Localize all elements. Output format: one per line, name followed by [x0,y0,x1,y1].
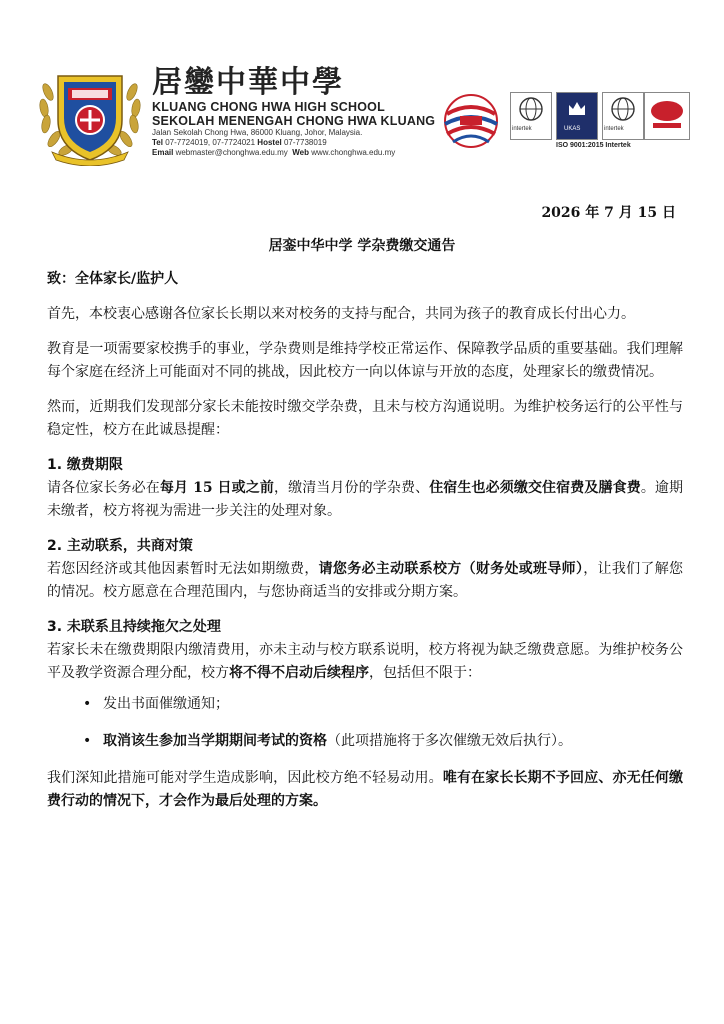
iso-certification: ISO 9001:2015 Intertek [556,142,631,149]
s2-contact-note: 请您务必主动联系校方（财务处或班导师） [318,561,584,577]
s1-text-e: 。逾期未缴者，校方将视为需进一步关注的处理对象。 [47,480,684,519]
notice-date: 2026 年 7 月 15 日 [541,205,676,221]
letterhead [0,0,724,180]
bullet-1-text: 发出书面催缴通知； [103,696,229,712]
globe-icon [603,93,643,125]
tel-value: 07-7724019, 07-7724021 [165,138,256,147]
section-2-heading: 2. 主动联系，共商对策 [47,538,193,554]
standards-mark-icon [645,93,689,139]
bullet-2-main: 取消该生参加当学期期间考试的资格 [103,733,327,749]
standards-badge [644,92,690,140]
tel-label: Tel [152,138,163,147]
school-crest-logo [34,62,146,166]
email-label: Email [152,148,174,157]
contact-phone [152,138,327,148]
list-item [47,730,683,753]
paragraph-1: 首先，本校衷心感谢各位家长长期以来对校务的支持与配合，共同为孩子的教育成长付出心力。 [47,306,635,322]
list-item [47,693,683,716]
s1-text-c: ，缴清当月份的学杂费、 [273,480,430,496]
hostel-label: Hostel [257,138,282,147]
paragraph-3: 然而，近期我们发现部分家长未能按时缴交学杂费，且未与校方沟通说明。为维护校务运行的公平性与稳定性，校方在此诚恳提醒： [47,399,683,438]
globe-logo-icon [440,92,502,150]
hostel-value: 07-7738019 [283,138,327,147]
section-1-heading: 1. 缴费期限 [47,457,123,473]
s2-text-c: ，让我们了解您的情况。校方愿意在合理范围内，与您协商适当的安排或分期方案。 [47,561,684,600]
section-3-heading: 3. 未联系且持续拖欠之处理 [47,619,221,635]
closing-paragraph [47,767,683,813]
school-name-chinese: 居鑾中華中學 [152,65,344,100]
s1-text-a: 请各位家长务必在 [47,480,160,496]
intertek-cert-badge-2 [602,92,644,140]
web-label: Web [292,148,309,157]
closing-text-b: 唯有在家长长期不予回应、亦无任何缴费行动的情况下，才会作为最后处理的方案。 [47,770,684,809]
s3-text-a: 若家长未在缴费期限内缴清费用，亦未主动与校方联系说明，校方将视为缺乏缴费意愿。为维护校务公平及教学资源合理分配，校方 [47,642,683,681]
intertek-cert-badge [510,92,552,140]
contact-email [152,148,395,158]
cert-label-2: UKAS [564,126,581,132]
cert-label-3: intertek [604,126,624,132]
bullet-2-note: （此项措施将于多次催缴无效后执行）。 [327,733,572,749]
measures-list [47,693,683,753]
closing-text-a: 我们深知此措施可能对学生造成影响，因此校方绝不轻易动用。 [47,770,443,786]
web-value: www.chonghwa.edu.my [311,148,396,157]
section-2-body [47,558,683,604]
section-3-body [47,639,683,685]
paragraph-2: 教育是一项需要家校携手的事业，学杂费则是维持学校正常运作、保障教学品质的重要基础。我们理解每个家庭在经济上可能面对不同的挑战，因此校方一向以体谅与开放的态度，处理家长的缴费情况。 [47,341,683,380]
section-1-body [47,477,683,523]
crown-icon [557,93,597,125]
s3-text-c: ，包括但不限于： [369,665,481,681]
school-name-english: KLUANG CHONG HWA HIGH SCHOOL [152,100,385,114]
school-name-malay: SEKOLAH MENENGAH CHONG HWA KLUANG [152,114,436,128]
notice-title: 居銮中华中学 学杂费缴交通告 [268,238,456,254]
s1-deadline: 每月 15 日或之前 [159,480,274,496]
globe-icon [511,93,551,125]
email-value: webmaster@chonghwa.edu.my [175,148,288,157]
s1-boarding-note: 住宿生也必须缴交住宿费及膳食费 [429,480,641,496]
ukas-cert-badge [556,92,598,140]
school-address: Jalan Sekolah Chong Hwa, 86000 Kluang, Johor, Malaysia. [152,128,363,137]
notice-body [47,268,683,825]
salutation: 致：全体家长/监护人 [47,271,179,287]
s2-text-a: 若您因经济或其他因素暂时无法如期缴费， [47,561,319,577]
cert-label-1: intertek [512,126,532,132]
s3-procedure: 将不得不启动后续程序 [229,665,369,681]
